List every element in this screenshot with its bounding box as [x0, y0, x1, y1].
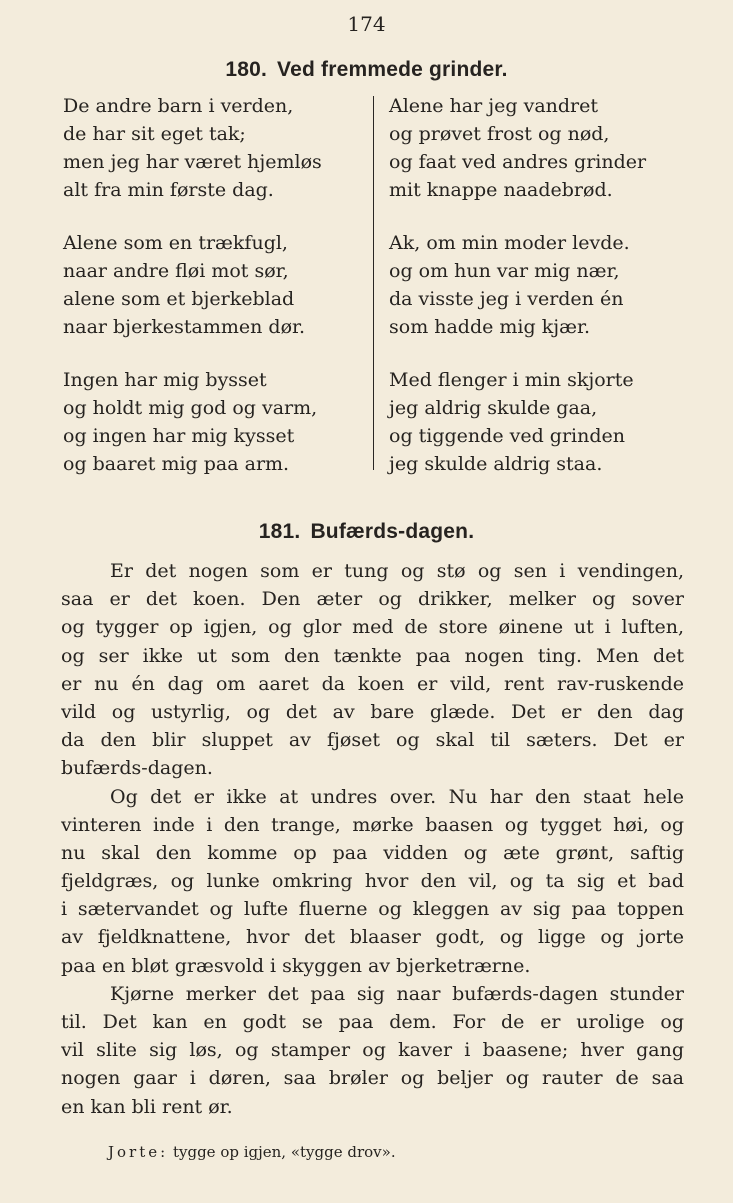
footnote-term: Jorte:	[108, 1143, 169, 1161]
poem-line: men jeg har været hjemløs	[63, 151, 322, 173]
prose-line: fjeldgræs, og lunke omkring hvor den vil, og ta sig et bad	[61, 870, 684, 893]
stanza	[389, 229, 646, 341]
prose-body	[61, 557, 684, 1121]
prose-line: Er det nogen som er tung og stø og sen i vendingen,	[110, 560, 684, 582]
prose-line: da den blir sluppet av fjøset og skal til sæters. Det er	[61, 729, 684, 752]
poem-line: jeg aldrig skulde gaa,	[389, 397, 598, 419]
prose-line: bufærds-dagen.	[61, 757, 213, 780]
poem-number: 180.	[225, 58, 268, 81]
prose-line: nu skal den komme op paa vidden og æte grønt, saftig	[61, 841, 684, 864]
prose-line: vil slite sig løs, og stamper og kaver i baasene; hver gang	[61, 1039, 684, 1062]
poem-title: Ved fremmede grinder.	[277, 58, 508, 81]
poem-line: Ak, om min moder levde.	[389, 232, 630, 254]
poem-line: og faat ved andres grinder	[389, 151, 647, 173]
poem-line: og tiggende ved grinden	[389, 425, 625, 447]
prose-number: 181.	[258, 520, 301, 543]
prose-line: og tygger op igjen, og glor med de store øinene ut i luften,	[61, 616, 684, 639]
stanza	[63, 366, 322, 478]
prose-line: i sætervandet og lufte fluerne og kleggen av sig paa toppen	[61, 898, 684, 921]
prose-line: saa er det koen. Den æter og drikker, melker og sover	[61, 588, 684, 611]
poem-line: og prøvet frost og nød,	[389, 123, 610, 145]
prose-line: Og det er ikke at undres over. Nu har den staat hele	[110, 785, 684, 808]
prose-line: vinteren inde i den trange, mørke baasen og tygget høi, og	[61, 813, 684, 836]
poem-heading	[0, 58, 733, 82]
page-number: 174	[347, 12, 386, 36]
poem-line: Med flenger i min skjorte	[389, 369, 634, 391]
poem-line: naar andre fløi mot sør,	[63, 260, 289, 282]
poem-line: Alene har jeg vandret	[389, 95, 599, 117]
poem-line: jeg skulde aldrig staa.	[389, 453, 603, 475]
poem-line: og baaret mig paa arm.	[63, 453, 290, 475]
prose-line: en kan bli rent ør.	[61, 1095, 233, 1118]
prose-line: nogen gaar i døren, saa brøler og beljer og rauter de saa	[61, 1067, 684, 1090]
prose-line: Kjørne merker det paa sig naar bufærds-dagen stunder	[110, 982, 684, 1005]
poem-right-column	[389, 92, 646, 478]
prose-line: til. Det kan en godt se paa dem. For de er urolige og	[61, 1011, 684, 1033]
footnote	[108, 1143, 396, 1161]
poem-left-column	[63, 92, 322, 478]
stanza	[389, 92, 646, 204]
prose-line: er nu én dag om aaret da koen er vild, rent rav-ruskende	[61, 672, 684, 695]
poem-line: De andre barn i verden,	[63, 95, 294, 117]
prose-line: paa en bløt græsvold i skyggen av bjerketrærne.	[61, 954, 531, 977]
poem-line: og holdt mig god og varm,	[63, 397, 318, 419]
footnote-definition: tygge op igjen, «tygge drov».	[172, 1143, 396, 1161]
prose-line: og ser ikke ut som den tænkte paa nogen ting. Men det	[61, 644, 684, 667]
poem-line: alt fra min første dag.	[63, 179, 274, 201]
prose-heading	[0, 520, 733, 544]
poem-line: Alene som en trækfugl,	[63, 232, 288, 254]
prose-title: Bufærds-dagen.	[310, 520, 475, 543]
prose-line: av fjeldknattene, hvor det blaaser godt, og ligge og jorte	[61, 926, 684, 949]
column-divider	[373, 96, 374, 470]
stanza	[389, 366, 646, 478]
poem-line: naar bjerkestammen dør.	[63, 316, 306, 338]
stanza	[63, 92, 322, 204]
poem-line: som hadde mig kjær.	[389, 316, 591, 338]
poem-line: alene som et bjerkeblad	[63, 288, 295, 310]
prose-line: vild og ustyrlig, og det av bare glæde. Det er den dag	[61, 700, 684, 723]
stanza	[63, 229, 322, 341]
poem-line: da visste jeg i verden én	[389, 288, 624, 310]
poem-line: de har sit eget tak;	[63, 123, 246, 145]
poem-line: Ingen har mig bysset	[63, 369, 267, 391]
poem-line: og ingen har mig kysset	[63, 425, 295, 447]
poem-line: mit knappe naadebrød.	[389, 179, 613, 201]
poem-line: og om hun var mig nær,	[389, 260, 620, 282]
